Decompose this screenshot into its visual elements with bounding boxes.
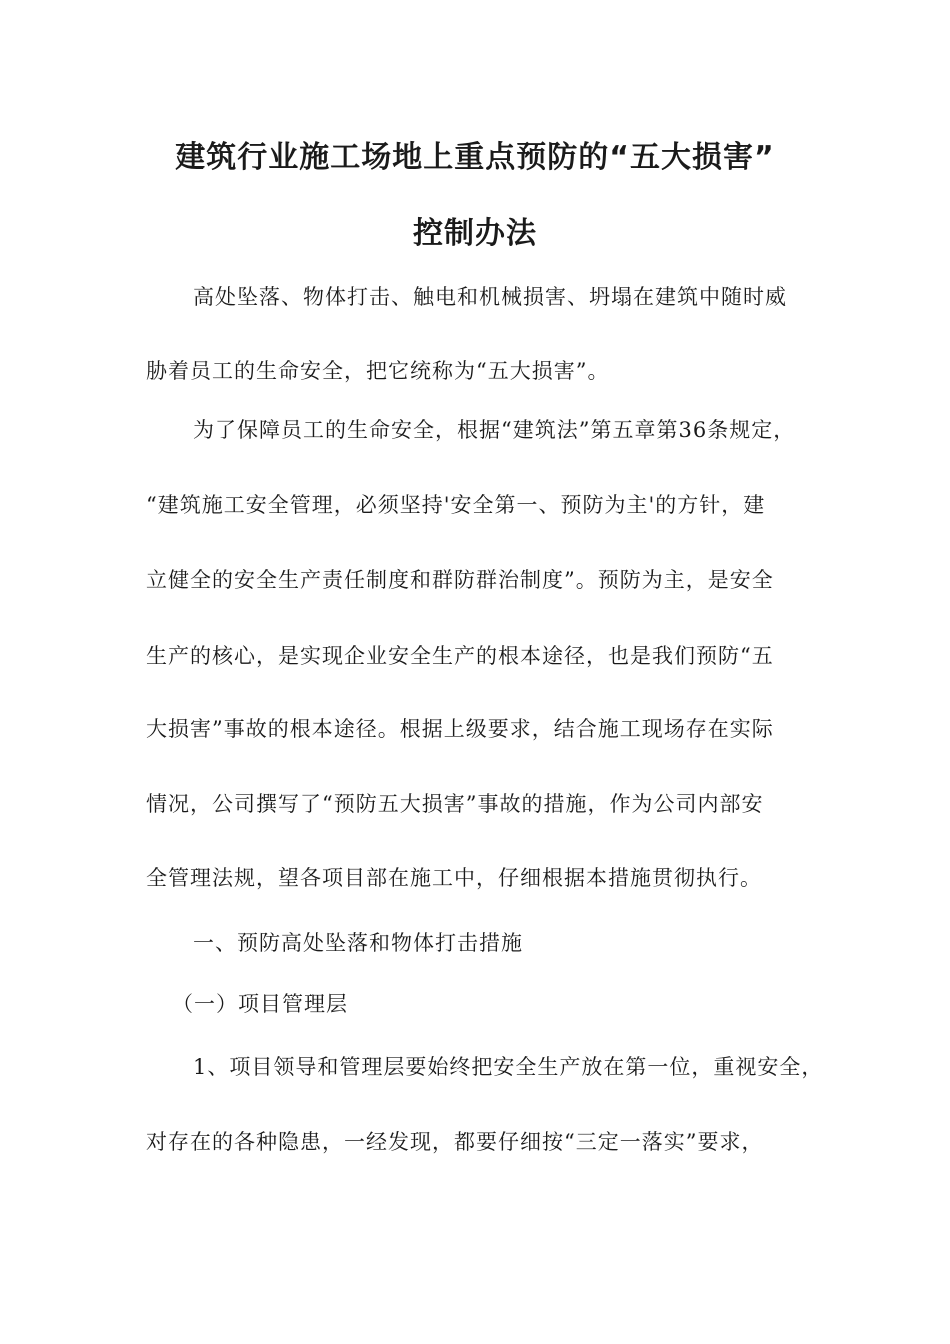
paragraph-line: 胁着员工的生命安全，把它统称为“五大损害”。 <box>146 359 610 383</box>
paragraph-line: 情况，公司撰写了“预防五大损害”事故的措施，作为公司内部安 <box>146 792 764 816</box>
paragraph-line: 立健全的安全生产责任制度和群防群治制度”。预防为主，是安全 <box>146 568 774 592</box>
paragraph-line: 高处坠落、物体打击、触电和机械损害、坍塌在建筑中随时威 <box>193 285 787 309</box>
paragraph-line: 大损害”事故的根本途径。根据上级要求，结合施工现场存在实际 <box>146 717 774 741</box>
document-title: 建筑行业施工场地上重点预防的“五大损害” <box>175 140 775 175</box>
document-title-continued: 控制办法 <box>413 216 537 251</box>
paragraph-line: 生产的核心，是实现企业安全生产的根本途径，也是我们预防“五 <box>146 644 774 668</box>
paragraph-line: 全管理法规，望各项目部在施工中，仔细根据本措施贯彻执行。 <box>146 866 762 890</box>
paragraph-line: 对存在的各种隐患，一经发现，都要仔细按“三定一落实”要求， <box>146 1130 764 1154</box>
section-heading: 一、预防高处坠落和物体打击措施 <box>193 931 523 955</box>
paragraph-line: “建筑施工安全管理，必须坚持'安全第一、预防为主'的方针，建 <box>146 493 766 517</box>
subsection-heading: （一）项目管理层 <box>172 992 348 1016</box>
paragraph-line: 1、项目领导和管理层要始终把安全生产放在第一位，重视安全， <box>193 1055 824 1079</box>
paragraph-line: 为了保障员工的生命安全，根据“建筑法”第五章第36条规定， <box>193 418 796 442</box>
